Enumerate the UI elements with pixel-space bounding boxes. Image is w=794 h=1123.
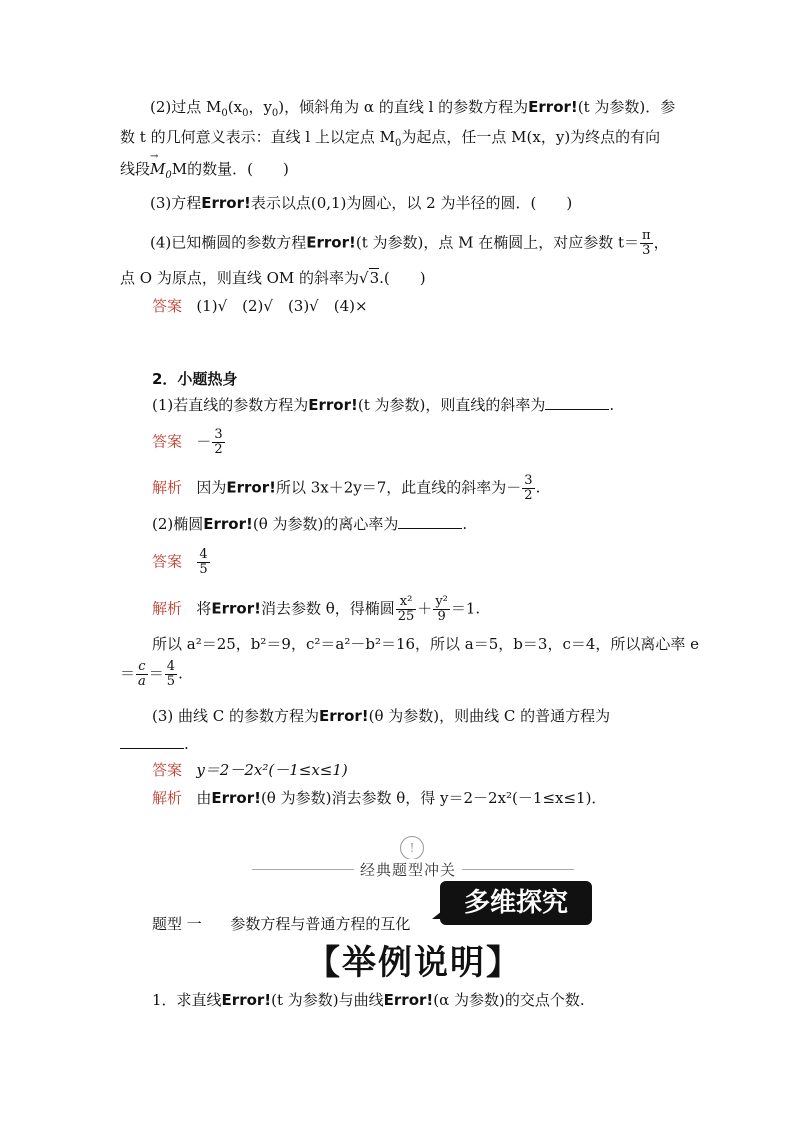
topic-label: 题型 一 [152, 915, 202, 933]
error-field: Error! [211, 599, 261, 618]
text: . [178, 664, 183, 683]
answer-label: 答案 [152, 552, 183, 571]
numerator: 3 [524, 473, 533, 488]
error-field: Error! [201, 194, 251, 212]
fraction [396, 595, 417, 624]
text: 点 O 为原点，则直线 OM 的斜率为 [120, 269, 360, 287]
answer-text: (1)√ (2)√ (3)√ (4)× [196, 297, 368, 315]
answer-label: 答案 [152, 432, 183, 451]
text: )，倾斜角为 α 的直线 l 的参数方程为 [278, 98, 529, 116]
question-3-answer [152, 760, 348, 780]
vector-m0m: → $M_0$ [150, 159, 172, 186]
item-2-line2: 数 t 的几何意义表示：直线 l 上以定点 $M_0$为起点，任一点 M(x，y)为终点的有向 [120, 128, 661, 149]
text: . [535, 478, 541, 497]
text: (3)方程 [150, 194, 202, 212]
section-2-title [152, 369, 237, 389]
error-field: Error! [308, 396, 358, 414]
text: M [150, 160, 166, 178]
denominator: a [138, 674, 146, 689]
denominator: 3 [642, 243, 651, 258]
denominator: 5 [166, 674, 176, 689]
text: (θ 为参数)消去参数 θ，得 y＝2－2x²(－1≤x≤1)． [260, 789, 607, 807]
fraction [640, 229, 653, 258]
text: (θ 为参数)的离心率为 [252, 515, 399, 533]
fraction [197, 548, 209, 577]
answer-label: 答案 [152, 761, 183, 779]
denominator: 2 [524, 488, 533, 503]
answer-label: 答案 [152, 297, 183, 315]
question-2-solution-line3 [120, 660, 183, 689]
solution-label: 解析 [152, 478, 183, 497]
fraction [433, 595, 450, 624]
text: － [196, 432, 212, 451]
text: (2)椭圆 [152, 515, 204, 533]
question-3 [152, 706, 610, 726]
text: 线段 [120, 160, 151, 178]
text: . [462, 515, 468, 533]
fraction [212, 428, 224, 457]
question-2 [152, 514, 467, 534]
numerator: 4 [199, 547, 208, 562]
text: (1)若直线的参数方程为 [152, 396, 309, 414]
heading: 2．小题热身 [152, 370, 238, 388]
example-title: 【举例说明】 [306, 943, 522, 983]
text: 数 t 的几何意义表示：直线 l 上以定点 M [120, 128, 396, 146]
text: . [609, 396, 615, 414]
numerator: π [642, 228, 651, 243]
topic-banner: 多维探究 [440, 881, 592, 925]
fraction [136, 660, 148, 689]
item-4-line1 [150, 229, 669, 258]
question-2-answer [152, 548, 211, 577]
error-field: Error! [319, 707, 369, 725]
numerator: 4 [166, 659, 176, 674]
error-field: Error! [528, 98, 578, 116]
answer-blank [120, 734, 184, 749]
question-3-line2 [120, 734, 189, 754]
arrow-icon: → [150, 151, 159, 162]
text: 由 [196, 789, 212, 807]
error-field: Error! [203, 515, 253, 533]
example-1 [152, 990, 585, 1010]
item-3 [150, 193, 572, 213]
item-2-line3 [120, 151, 289, 186]
denominator: 5 [199, 562, 208, 577]
text: 表示以点(0,1)为圆心，以 2 为半径的圆．( ) [250, 194, 573, 212]
text: (t 为参数)．参 [577, 98, 676, 116]
item-4-line2: 点 O 为原点，则直线 OM 的斜率为√3.( ) [120, 269, 426, 287]
solution-label: 解析 [152, 789, 183, 807]
error-field: Error! [221, 991, 272, 1009]
question-2-solution-line2 [152, 634, 699, 654]
text: (θ 为参数)，则曲线 C 的普通方程为 [368, 707, 611, 725]
text: (α 为参数)的交点个数. [433, 991, 585, 1009]
error-field: Error! [226, 478, 276, 497]
answer-blank [545, 395, 609, 410]
topic-heading [152, 914, 410, 934]
text: 因为 [196, 478, 227, 497]
fraction [165, 660, 177, 689]
text: 所以 a²＝25，b²＝9，c²＝a²－b²＝16，所以 a＝5，b＝3，c＝4，所以离心率 e [152, 635, 700, 653]
text: ＋ [417, 599, 433, 618]
denominator: 25 [397, 609, 415, 624]
text: M的数量．( ) [171, 160, 289, 178]
question-3-solution [152, 788, 606, 808]
text: (t 为参数)，点 M 在椭圆上，对应参数 t＝ [355, 233, 640, 252]
answer-blank [398, 514, 462, 529]
error-field: Error! [211, 789, 261, 807]
text: . [184, 735, 189, 753]
denominator: 9 [437, 609, 446, 624]
text: 1．求直线 [152, 991, 222, 1009]
question-1-solution [152, 474, 540, 503]
error-field: Error! [383, 991, 434, 1009]
item-2-line1: (2)过点 $M_0(x_0$，$y_0$)，倾斜角为 α 的直线 l 的参数方程为Error!(t 为参数)．参 [150, 98, 676, 119]
text: ＝ [148, 664, 164, 683]
question-2-solution [152, 595, 480, 624]
numerator: c [136, 660, 148, 675]
text: (x [227, 98, 243, 116]
text: 消去参数 θ，得椭圆 [260, 599, 395, 618]
lamp-icon: ! [400, 836, 424, 860]
numerator: 3 [214, 427, 223, 442]
question-1 [152, 395, 614, 415]
text: ，y [248, 98, 272, 116]
error-field: Error! [306, 233, 356, 252]
text: .( ) [379, 269, 426, 287]
text: (4)已知椭圆的参数方程 [150, 233, 307, 252]
fraction [522, 474, 534, 503]
text: (t 为参数)，则直线的斜率为 [357, 396, 546, 414]
text: ＝1. [450, 599, 481, 618]
divider-label: 经典题型冲关 [354, 859, 462, 880]
text: (2)过点 M [150, 98, 222, 116]
sqrt-value: 3 [369, 269, 380, 287]
text: (t 为参数)与曲线 [271, 991, 384, 1009]
topic-title: 参数方程与普通方程的互化 [230, 915, 411, 933]
text: (3) 曲线 C 的参数方程为 [152, 707, 320, 725]
text: ， [653, 233, 669, 252]
denominator: 2 [214, 442, 223, 457]
solution-label: 解析 [152, 599, 183, 618]
answer-text: y＝2－2x²(－1≤x≤1) [196, 761, 348, 779]
text: 所以 3x＋2y＝7，此直线的斜率为－ [275, 478, 522, 497]
text: ＝ [120, 664, 136, 683]
numerator: x² [396, 595, 417, 610]
answer-1 [152, 296, 368, 316]
text: 将 [196, 599, 212, 618]
text: 为起点，任一点 M(x，y)为终点的有向 [401, 128, 661, 146]
numerator: y² [435, 594, 448, 609]
question-1-answer [152, 428, 226, 457]
